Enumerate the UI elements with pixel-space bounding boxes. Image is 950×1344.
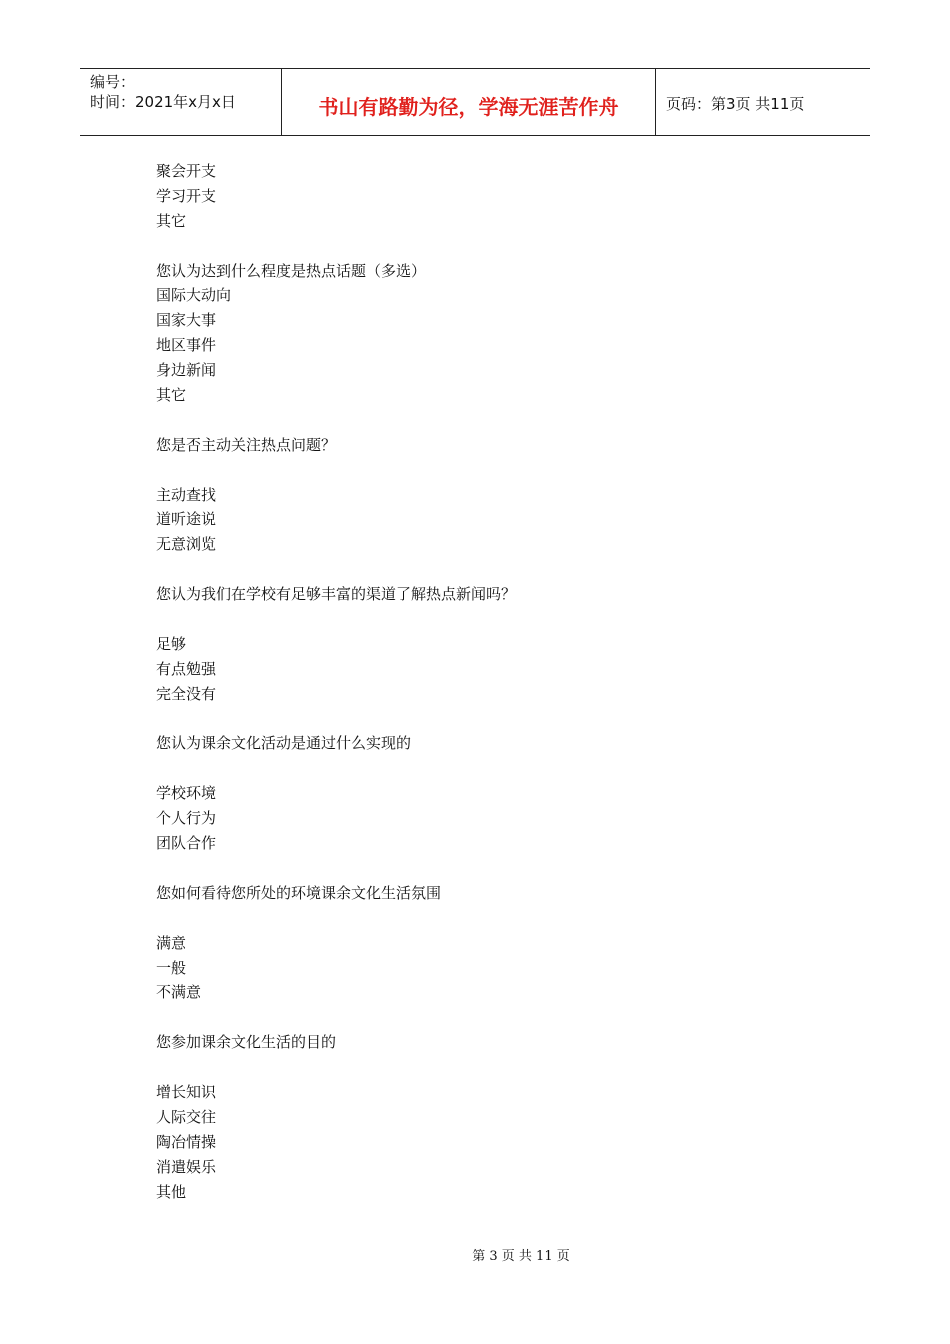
text-line: 无意浏览 [156, 535, 217, 554]
text-line: 您认为课余文化活动是通过什么实现的 [156, 734, 412, 753]
text-line: 完全没有 [156, 684, 217, 703]
blank-line [156, 707, 516, 732]
text-line: 满意 [156, 933, 187, 952]
text-line: 陶冶情操 [156, 1132, 217, 1151]
blank-line [156, 458, 516, 483]
text-line: 增长知识 [156, 1082, 217, 1101]
blank-line [156, 1055, 516, 1080]
document-body [156, 159, 516, 1204]
text-line: 团队合作 [156, 834, 217, 853]
blank-line [156, 1005, 516, 1030]
text-line: 个人行为 [156, 809, 217, 828]
text-line: 您是否主动关注热点问题？ [156, 435, 337, 454]
number-label: 编号： [90, 73, 136, 91]
text-line: 一般 [156, 958, 187, 977]
text-line: 学校环境 [156, 784, 217, 803]
text-line: 地区事件 [156, 336, 217, 355]
text-line: 国家大事 [156, 311, 217, 330]
blank-line [156, 906, 516, 931]
text-line: 您参加课余文化生活的目的 [156, 1033, 337, 1052]
text-line: 学习开支 [156, 186, 217, 205]
text-line: 道听途说 [156, 510, 217, 529]
text-line: 您认为达到什么程度是热点话题（多选） [156, 261, 427, 280]
blank-line [156, 856, 516, 881]
text-line: 身边新闻 [156, 361, 217, 380]
blank-line [156, 234, 516, 259]
header-meta [80, 69, 282, 135]
text-line: 聚会开支 [156, 162, 217, 180]
text-line: 消遣娱乐 [156, 1157, 217, 1176]
text-line: 有点勉强 [156, 659, 217, 678]
text-line: 您如何看待您所处的环境课余文化生活氛围 [156, 883, 442, 902]
page-footer: 第 3 页 共 11 页 [472, 1249, 570, 1264]
text-line: 其他 [156, 1182, 187, 1201]
text-line: 您认为我们在学校有足够丰富的渠道了解热点新闻吗？ [156, 585, 517, 604]
blank-line [156, 607, 516, 632]
text-line: 足够 [156, 634, 187, 653]
text-line: 国际大动向 [156, 286, 232, 305]
text-line: 主动查找 [156, 485, 217, 504]
text-line: 不满意 [156, 983, 202, 1002]
page-header [80, 68, 870, 136]
blank-line [156, 408, 516, 433]
time-label: 时间：2021年x月x日 [90, 93, 236, 111]
header-page-number: 页码：第3页 共11页 [666, 94, 805, 113]
text-line: 其它 [156, 211, 187, 230]
text-line: 其它 [156, 386, 187, 405]
blank-line [156, 756, 516, 781]
header-motto: 书山有路勤为径，学海无涯苦作舟 [282, 69, 656, 135]
text-line: 人际交往 [156, 1107, 217, 1126]
blank-line [156, 557, 516, 582]
